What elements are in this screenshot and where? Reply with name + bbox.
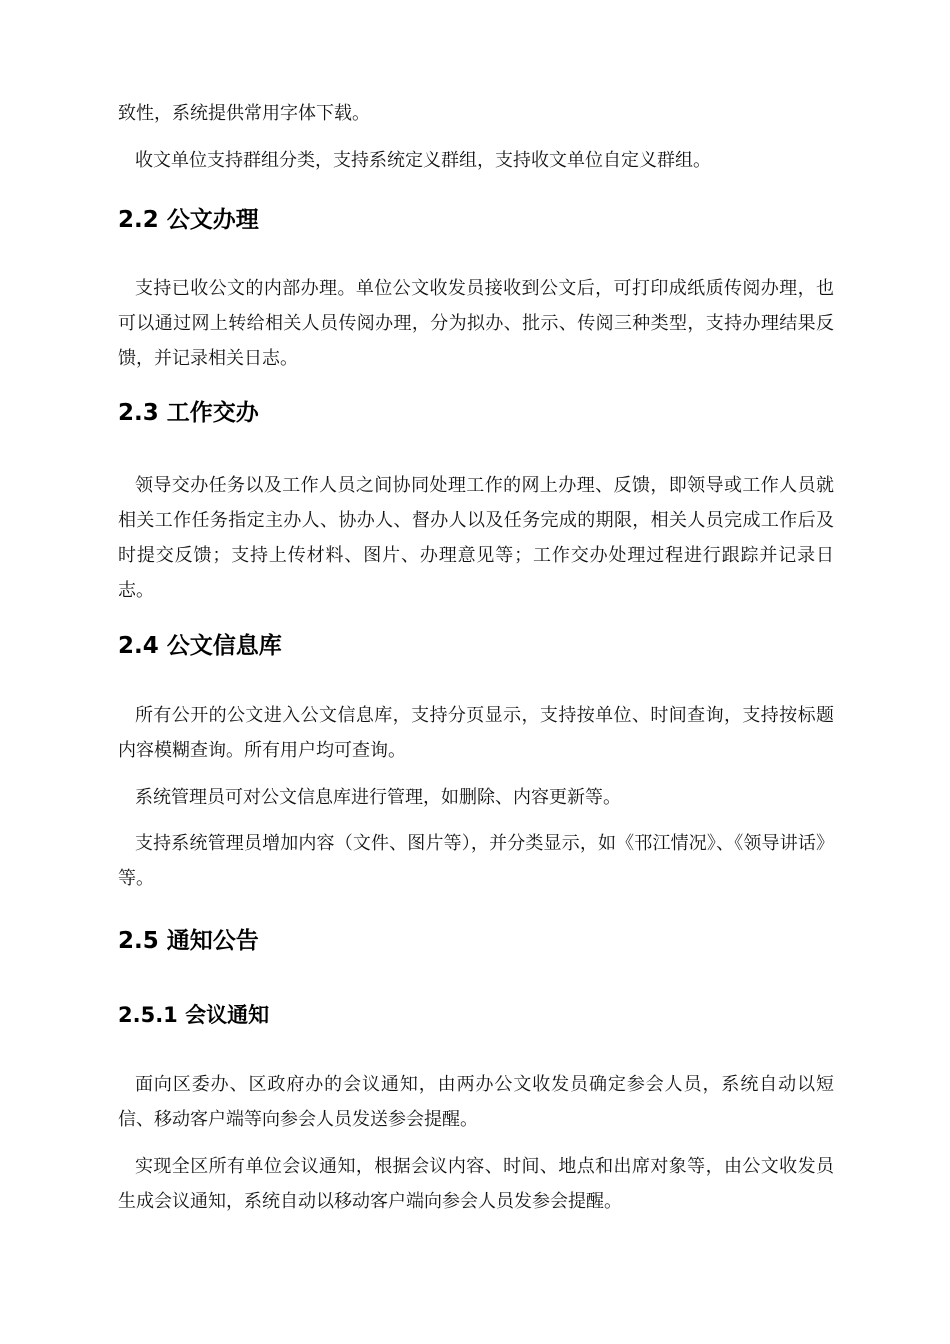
heading-2-4: 2.4 公文信息库 <box>118 633 282 659</box>
paragraph-2-4-2: 系统管理员可对公文信息库进行管理，如删除、内容更新等。 <box>135 787 621 808</box>
paragraph-2-5-1-1: 面向区委办、区政府办的会议通知，由两办公文收发员确定参会人员，系统自动以短信、移动客户端等向参会人员发送参会提醒。 <box>118 1074 834 1130</box>
heading-2-5: 2.5 通知公告 <box>118 928 259 954</box>
intro-line: 致性，系统提供常用字体下载。 <box>118 103 370 124</box>
paragraph-2-3-1: 领导交办任务以及工作人员之间协同处理工作的网上办理、反馈，即领导或工作人员就相关工作任务指定主办人、协办人、督办人以及任务完成的期限，相关人员完成工作后及时提交反馈；支持上传材料、图片、办理意见等；工作交办处理过程进行跟踪并记录日志。 <box>118 475 834 601</box>
paragraph-2-4-3: 支持系统管理员增加内容（文件、图片等），并分类显示，如《邗江情况》、《领导讲话》等。 <box>118 833 834 889</box>
paragraph-2-4-1: 所有公开的公文进入公文信息库，支持分页显示，支持按单位、时间查询，支持按标题内容模糊查询。所有用户均可查询。 <box>118 705 834 761</box>
paragraph-2-2-1: 支持已收公文的内部办理。单位公文收发员接收到公文后，可打印成纸质传阅办理，也可以通过网上转给相关人员传阅办理，分为拟办、批示、传阅三种类型，支持办理结果反馈，并记录相关日志。 <box>118 278 834 369</box>
paragraph-2-5-1-2: 实现全区所有单位会议通知，根据会议内容、时间、地点和出席对象等，由公文收发员生成会议通知，系统自动以移动客户端向参会人员发参会提醒。 <box>118 1156 834 1212</box>
heading-2-3: 2.3 工作交办 <box>118 400 259 426</box>
heading-2-5-1: 2.5.1 会议通知 <box>118 1003 270 1027</box>
document-page <box>118 96 834 1219</box>
heading-2-2: 2.2 公文办理 <box>118 207 259 233</box>
intro-paragraph: 收文单位支持群组分类，支持系统定义群组，支持收文单位自定义群组。 <box>135 150 711 171</box>
